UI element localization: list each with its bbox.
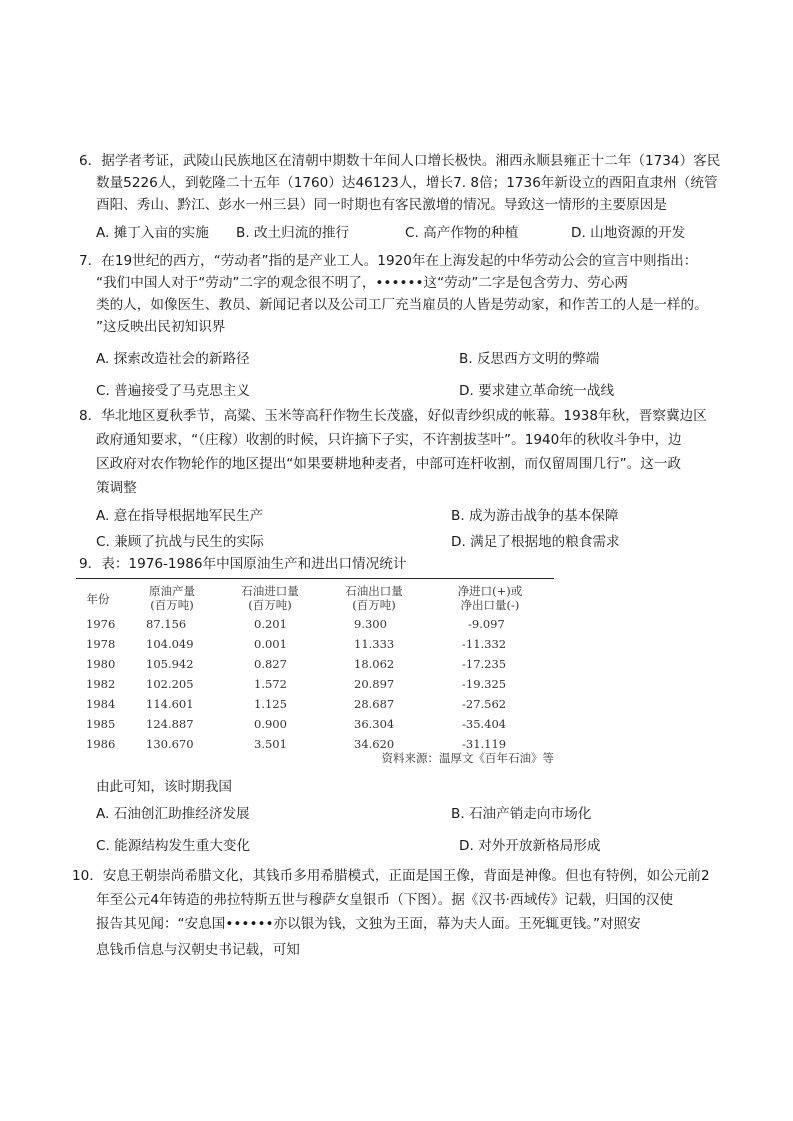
question-9-option-c[interactable]: C. 能源结构发生重大变化 xyxy=(96,838,251,854)
table-cell-production: 114.601 xyxy=(146,697,194,711)
question-7-option-a[interactable]: A. 探索改造社会的新路径 xyxy=(96,351,250,367)
question-10-line-1: 10．安息王朝崇尚希腊文化，其钱币多用希腊模式，正面是国王像，背面是神像。但也有特例，如公元前2 xyxy=(72,868,710,884)
question-6-line-3: 酉阳、秀山、黔江、彭水一州三县）同一时期也有客民激增的情况。导致这一情形的主要原因是 xyxy=(96,197,667,213)
question-7-option-d[interactable]: D. 要求建立革命统一战线 xyxy=(459,383,615,399)
table-cell-export: 11.333 xyxy=(354,637,395,651)
table-cell-year: 1984 xyxy=(86,697,116,711)
table-cell-import: 0.201 xyxy=(254,617,287,631)
question-10-line-3: 报告其见闻：“安息国••••••亦以银为钱，文独为王面，幕为夫人面。王死辄更钱。”对照安 xyxy=(96,916,641,932)
table-cell-import: 1.125 xyxy=(254,697,287,711)
table-source: 资料来源：温厚文《百年石油》等 xyxy=(381,751,554,765)
question-9-option-b[interactable]: B. 石油产销走向市场化 xyxy=(451,806,592,822)
table-row xyxy=(76,694,554,714)
question-8-line-4: 策调整 xyxy=(96,480,137,496)
table-cell-production: 104.049 xyxy=(146,637,194,651)
question-9-title: 9．表：1976-1986年中国原油生产和进出口情况统计 xyxy=(79,556,407,572)
question-7-line-4: ”这反映出民初知识界 xyxy=(96,319,226,335)
question-9-option-d[interactable]: D. 对外开放新格局形成 xyxy=(459,838,601,854)
question-9-stem: 由此可知，该时期我国 xyxy=(96,779,232,795)
table-cell-year: 1976 xyxy=(86,617,116,631)
table-cell-year: 1982 xyxy=(86,677,116,691)
question-9-option-a[interactable]: A. 石油创汇助推经济发展 xyxy=(96,806,250,822)
question-6-option-d[interactable]: D. 山地资源的开发 xyxy=(571,225,686,241)
table-cell-export: 36.304 xyxy=(354,717,395,731)
table-row xyxy=(76,614,554,634)
question-10-line-2: 年至公元4年铸造的弗拉特斯五世与穆萨女皇银币（下图）。据《汉书·西域传》记载，归国的汉使 xyxy=(96,892,674,908)
table-header-year xyxy=(80,592,116,606)
table-row xyxy=(76,714,554,734)
table-cell-net: -17.235 xyxy=(462,657,507,671)
question-8-option-d[interactable]: D. 满足了根据地的粮食需求 xyxy=(451,534,620,550)
table-header-net-line-2: 净出口量(-) xyxy=(460,598,520,612)
table-cell-production: 105.942 xyxy=(146,657,194,671)
question-6-line-1: 6．据学者考证，武陵山民族地区在清朝中期数十年间人口增长极快。湘西永顺县雍正十二年（1734）客民 xyxy=(79,153,721,169)
table-cell-net: -27.562 xyxy=(462,697,507,711)
question-7-option-b[interactable]: B. 反思西方文明的弊端 xyxy=(459,351,600,367)
table-header-export-line-1: 石油出口量 xyxy=(345,584,403,598)
question-8-line-1: 8．华北地区夏秋季节，高粱、玉米等高秆作物生长茂盛，好似青纱织成的帐幕。1938年秋，晋察冀边区 xyxy=(79,408,707,424)
question-7-option-c[interactable]: C. 普遍接受了马克思主义 xyxy=(96,383,251,399)
question-8-option-a[interactable]: A. 意在指导根据地军民生产 xyxy=(96,508,264,524)
table-header-export-line-2: (百万吨) xyxy=(352,598,396,612)
table-cell-export: 9.300 xyxy=(354,617,387,631)
question-6-option-a[interactable]: A. 摊丁入亩的实施 xyxy=(96,225,209,241)
question-8-line-3: 区政府对农作物轮作的地区提出“如果要耕地种麦者，中部可连杆收割，而仅留周围几行”。这一政 xyxy=(96,456,682,472)
question-6-option-b[interactable]: B. 改土归流的推行 xyxy=(236,225,350,241)
table-cell-production: 87.156 xyxy=(146,617,187,631)
table-row xyxy=(76,674,554,694)
table-cell-import: 0.001 xyxy=(254,637,287,651)
question-6-line-2: 数量5226人，到乾隆二十五年（1760）达46123人，增长7. 8倍；1736年新设立的酉阳直隶州（统管 xyxy=(96,175,718,191)
table-cell-net: -9.097 xyxy=(468,617,505,631)
table-header-production-line-1: 原油产量 xyxy=(149,584,195,598)
table-row xyxy=(76,634,554,654)
table-cell-export: 18.062 xyxy=(354,657,395,671)
table-cell-production: 124.887 xyxy=(146,717,194,731)
question-8-option-b[interactable]: B. 成为游击战争的基本保障 xyxy=(451,508,619,524)
table-cell-year: 1978 xyxy=(86,637,116,651)
table-header-export xyxy=(332,584,416,612)
table-header-production-line-2: (百万吨) xyxy=(150,598,194,612)
table-header-import xyxy=(228,584,312,612)
table-cell-production: 130.670 xyxy=(146,737,194,751)
table-cell-production: 102.205 xyxy=(146,677,194,691)
table-cell-export: 34.620 xyxy=(354,737,395,751)
question-8-line-2: 政府通知要求，“（庄稼）收割的时候，只许摘下子实，不许割拔茎叶”。1940年的秋收斗争中，边 xyxy=(96,432,682,448)
table-cell-net: -19.325 xyxy=(462,677,507,691)
table-header-net-line-1: 净进口(+)或 xyxy=(457,584,523,598)
table-top-rule xyxy=(76,578,554,579)
question-10-line-4: 息钱币信息与汉朝史书记载，可知 xyxy=(96,942,300,958)
table-cell-net: -35.404 xyxy=(462,717,507,731)
table-header-net xyxy=(438,584,542,612)
question-8-option-c[interactable]: C. 兼顾了抗战与民生的实际 xyxy=(96,534,264,550)
table-row xyxy=(76,654,554,674)
table-cell-year: 1980 xyxy=(86,657,116,671)
question-7-line-2: “我们中国人对于“劳动”二字的观念很不明了，••••••这“劳动”二字是包含劳力、劳心两 xyxy=(96,275,628,291)
table-header-import-line-1: 石油进口量 xyxy=(241,584,299,598)
table-cell-year: 1985 xyxy=(86,717,116,731)
question-7-line-3: 类的人，如像医生、教员、新闻记者以及公司工厂充当雇员的人皆是劳动家，和作苦工的人是一样的。 xyxy=(96,297,708,313)
question-6-option-c[interactable]: C. 高产作物的种植 xyxy=(405,225,519,241)
table-cell-import: 1.572 xyxy=(254,677,287,691)
table-header-import-line-2: (百万吨) xyxy=(248,598,292,612)
table-cell-net: -11.332 xyxy=(462,637,507,651)
oil-statistics-table xyxy=(76,578,556,768)
table-header-year-label: 年份 xyxy=(86,592,110,606)
table-cell-year: 1986 xyxy=(86,737,116,751)
table-cell-export: 20.897 xyxy=(354,677,395,691)
table-cell-import: 0.900 xyxy=(254,717,287,731)
table-cell-import: 3.501 xyxy=(254,737,287,751)
question-7-line-1: 7．在19世纪的西方，“劳动者”指的是产业工人。1920年在上海发起的中华劳动公会的宣言中则指出： xyxy=(79,253,698,269)
table-cell-export: 28.687 xyxy=(354,697,395,711)
table-cell-net: -31.119 xyxy=(462,737,507,751)
table-header-production xyxy=(132,584,212,612)
table-cell-import: 0.827 xyxy=(254,657,287,671)
